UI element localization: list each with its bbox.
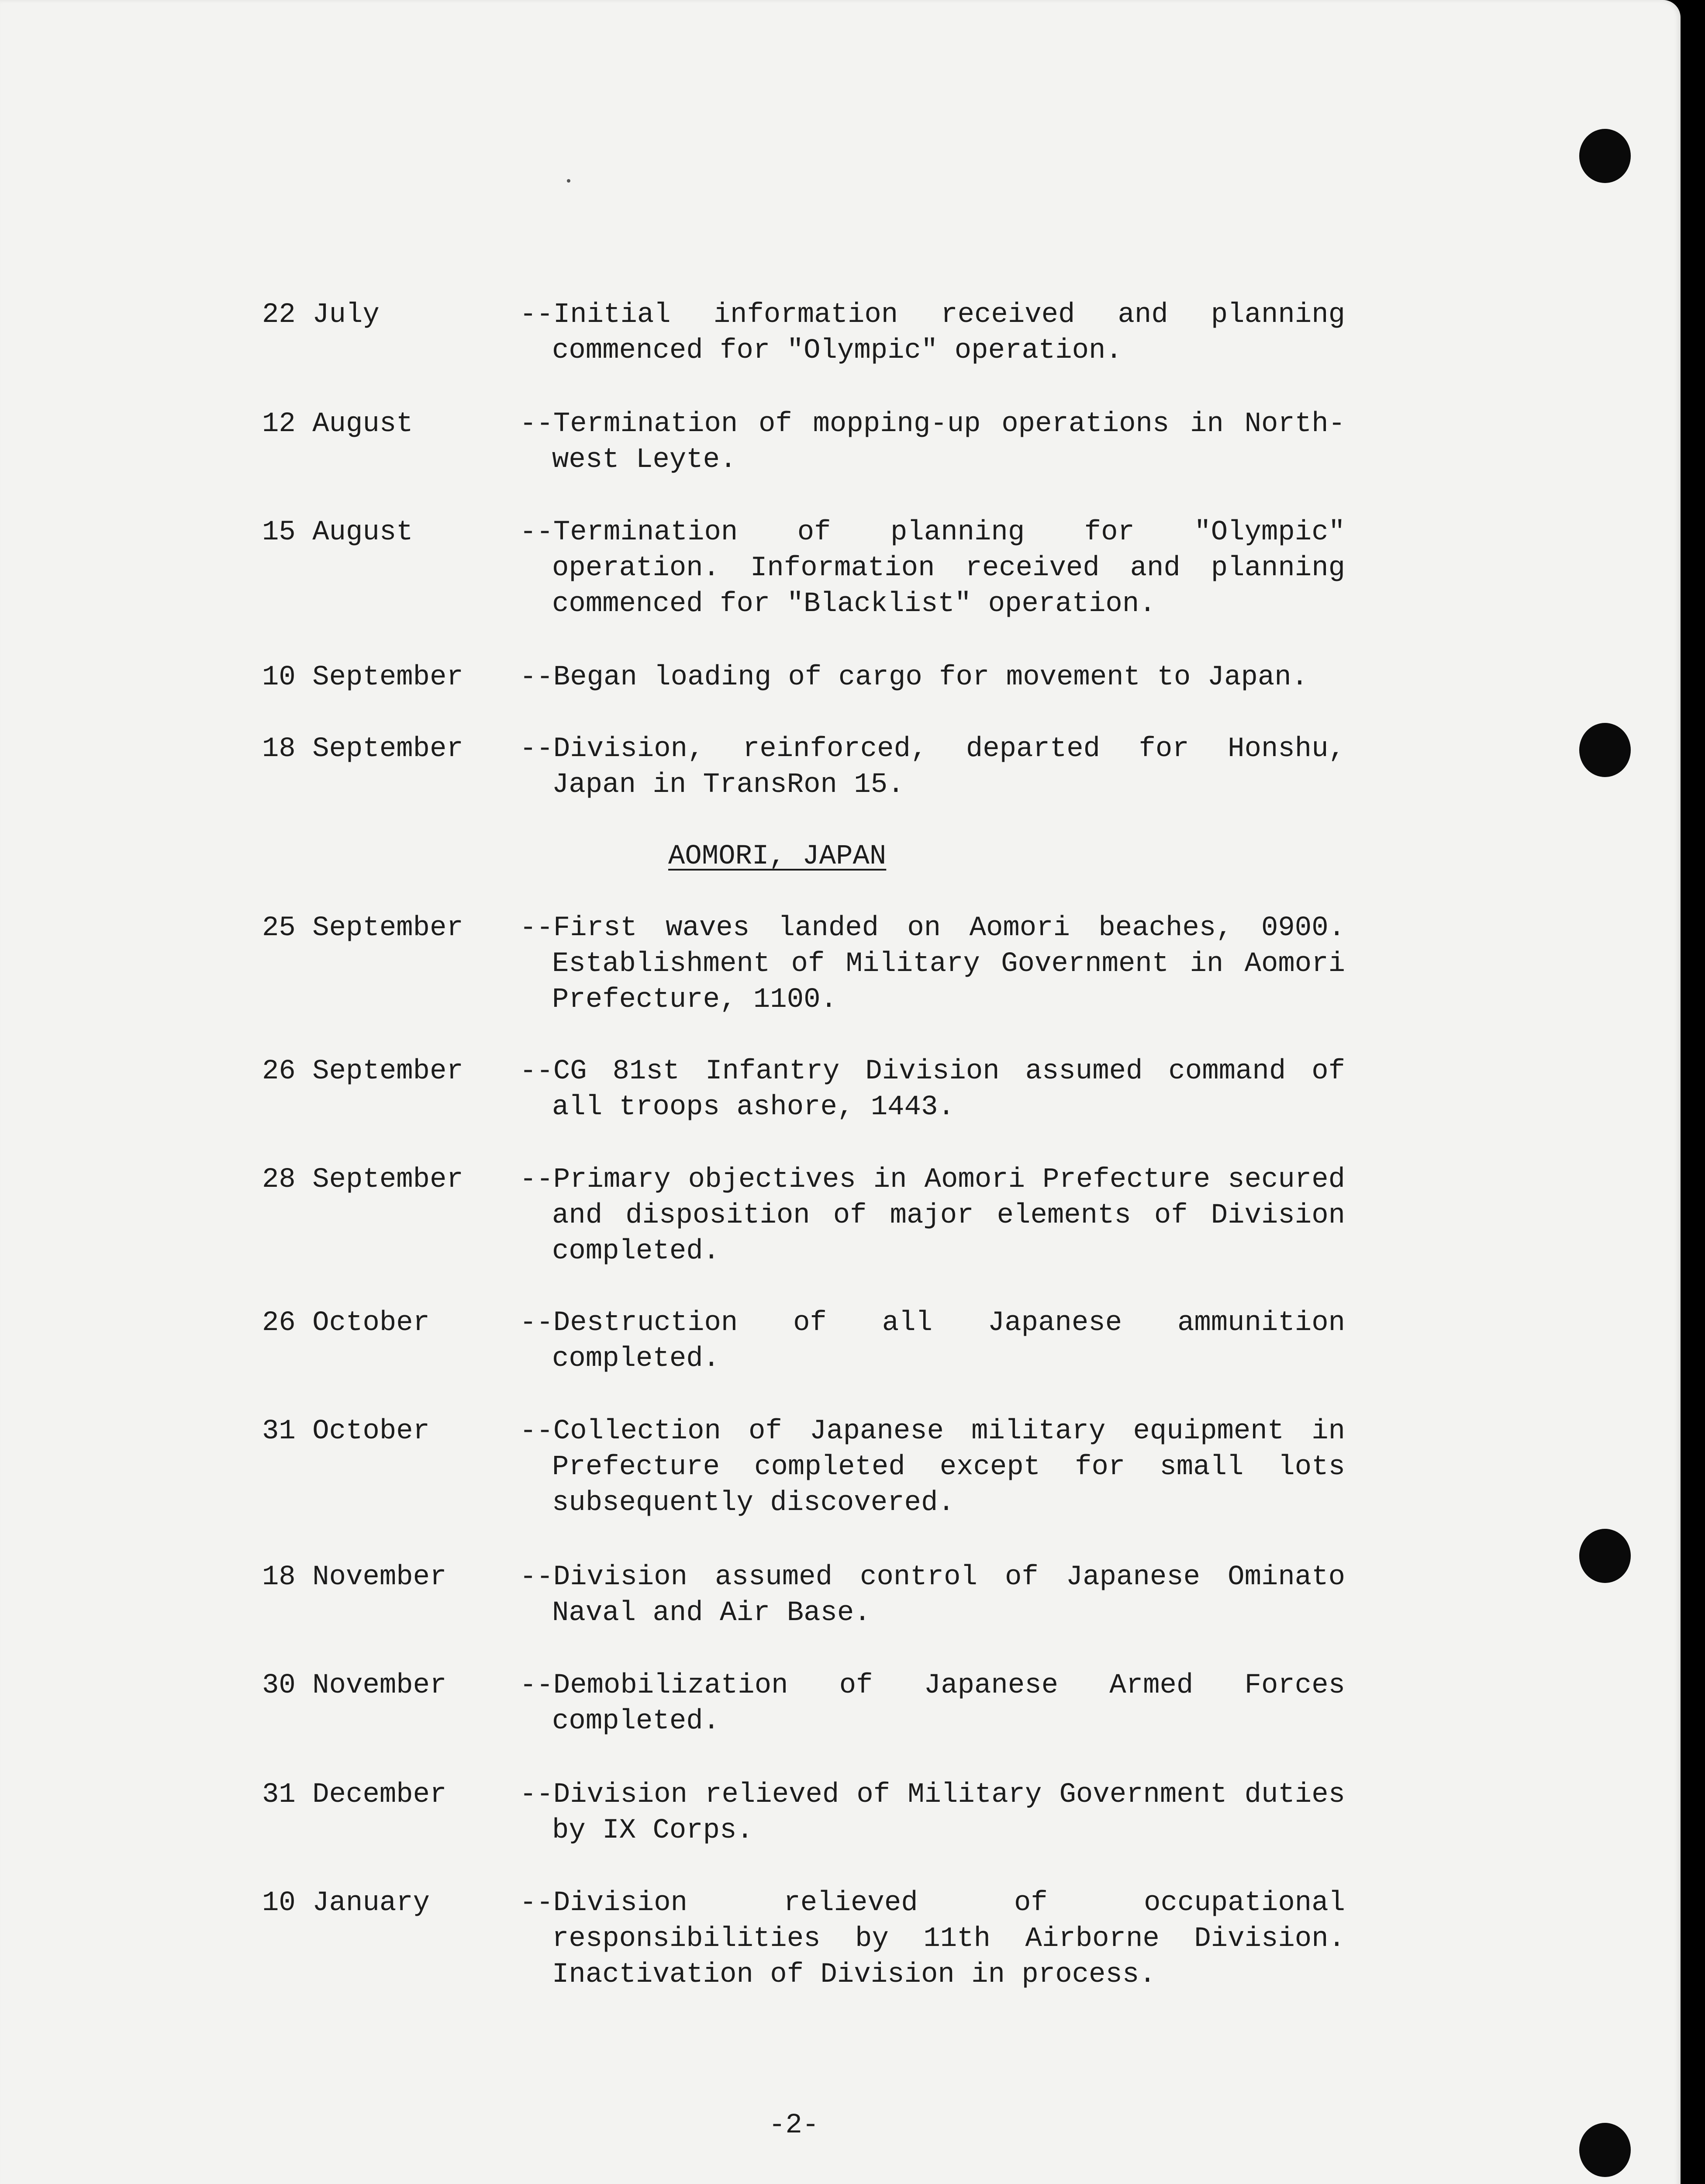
- entry-date: 18 September: [262, 733, 463, 765]
- section-heading: AOMORI, JAPAN: [668, 841, 887, 872]
- paper-speck: [567, 179, 570, 183]
- punch-hole: [1579, 129, 1631, 183]
- entry-date: 31 October: [262, 1416, 430, 1447]
- punch-hole: [1579, 2123, 1631, 2177]
- entry-date: 12 August: [262, 408, 413, 440]
- page-number: -2-: [769, 2110, 819, 2141]
- entry-description: --Collection of Japanese military equipment in Prefecture completed except for small lots subsequently discovered.: [520, 1416, 1345, 1519]
- entry-date: 30 November: [262, 1670, 447, 1701]
- entry-description: --Termination of planning for "Olympic" operation. Information received and planning commenced for "Blacklist" operation.: [520, 517, 1345, 620]
- entry-date: 26 October: [262, 1307, 430, 1339]
- entry-description: --Destruction of all Japanese ammunition completed.: [520, 1307, 1345, 1375]
- entry-date: 26 September: [262, 1056, 463, 1087]
- entry-date: 25 September: [262, 912, 463, 944]
- entry-date: 15 August: [262, 517, 413, 548]
- entry-description: --Termination of mopping-up operations in North-west Leyte.: [520, 408, 1345, 476]
- entry-description: --Division relieved of Military Government duties by IX Corps.: [520, 1779, 1345, 1846]
- entry-date: 31 December: [262, 1779, 447, 1811]
- entry-date: 10 January: [262, 1887, 430, 1919]
- punch-hole: [1579, 1529, 1631, 1583]
- entry-date: 22 July: [262, 299, 380, 331]
- entry-description: --Primary objectives in Aomori Prefecture secured and disposition of major elements of Division completed.: [520, 1164, 1345, 1267]
- punch-hole: [1579, 723, 1631, 777]
- entry-description: --CG 81st Infantry Division assumed command of all troops ashore, 1443.: [520, 1056, 1345, 1123]
- entry-date: 28 September: [262, 1164, 463, 1196]
- entry-description: --Division, reinforced, departed for Honshu, Japan in TransRon 15.: [520, 733, 1345, 801]
- entry-date: 18 November: [262, 1562, 447, 1593]
- entry-description: --Demobilization of Japanese Armed Forces completed.: [520, 1670, 1345, 1737]
- entry-description: --First waves landed on Aomori beaches, 0900. Establishment of Military Government in Aomori Prefecture, 1100.: [520, 912, 1345, 1016]
- entry-description: --Initial information received and planning commenced for "Olympic" operation.: [520, 299, 1345, 366]
- entry-description: --Division relieved of occupational responsibilities by 11th Airborne Division. Inactivation of Division in process.: [520, 1887, 1345, 1990]
- entry-date: 10 September: [262, 662, 463, 693]
- entry-description: --Began loading of cargo for movement to Japan.: [520, 662, 1308, 693]
- entry-description: --Division assumed control of Japanese Ominato Naval and Air Base.: [520, 1562, 1345, 1629]
